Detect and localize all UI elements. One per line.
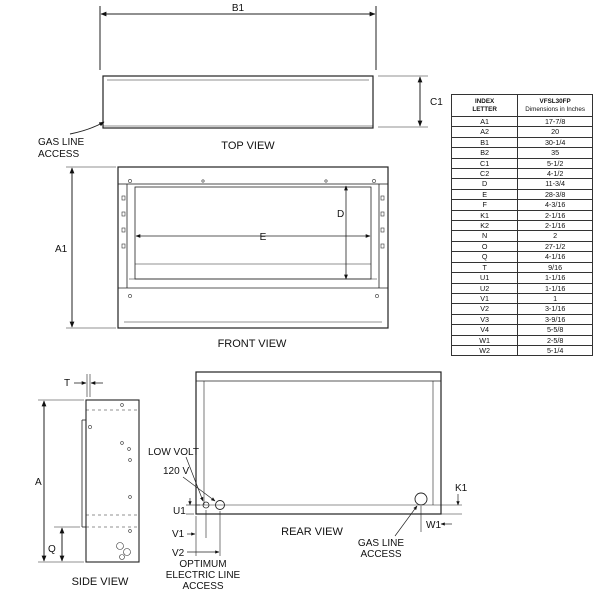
dimension-value-cell: 27-1/2	[518, 241, 593, 251]
table-row	[452, 293, 593, 303]
top-view-outline	[103, 76, 373, 128]
header-index-text: INDEX	[475, 97, 495, 105]
gas-line-leader-top	[70, 122, 104, 134]
dimension-value-cell: 4-1/16	[518, 252, 593, 262]
index-letter-cell: K1	[452, 210, 518, 220]
d-label: D	[337, 209, 345, 220]
table-row	[452, 137, 593, 147]
dimension-value-cell: 28-3/8	[518, 189, 593, 199]
index-letter-cell: U1	[452, 273, 518, 283]
table-row	[452, 345, 593, 355]
gas-line-access-rear-line1: GAS LINE	[357, 538, 405, 549]
a-label: A	[35, 477, 42, 488]
dimension-table-body	[452, 117, 593, 356]
top-view-caption: TOP VIEW	[221, 140, 275, 152]
u1-label: U1	[173, 506, 186, 517]
dimension-value-cell: 5-1/4	[518, 345, 593, 355]
table-row	[452, 262, 593, 272]
dimension-table	[451, 94, 593, 356]
index-letter-cell: C1	[452, 158, 518, 168]
table-row	[452, 241, 593, 251]
table-row	[452, 169, 593, 179]
table-row	[452, 335, 593, 345]
front-view	[66, 167, 388, 328]
table-row	[452, 158, 593, 168]
index-letter-cell: W2	[452, 345, 518, 355]
table-row	[452, 189, 593, 199]
table-row	[452, 325, 593, 335]
w1-label: W1	[426, 520, 441, 531]
q-label: Q	[48, 544, 56, 555]
table-row	[452, 179, 593, 189]
header-units-text: Dimensions in Inches	[525, 105, 586, 113]
index-letter-cell: K2	[452, 221, 518, 231]
side-view-caption: SIDE VIEW	[71, 576, 129, 588]
low-volt-label: LOW VOLT	[148, 447, 199, 458]
index-letter-cell: U2	[452, 283, 518, 293]
table-row	[452, 117, 593, 127]
v120-label: 120 V	[163, 466, 190, 477]
index-letter-cell: V4	[452, 325, 518, 335]
top-view	[70, 6, 428, 134]
index-letter-header	[452, 95, 518, 117]
index-letter-cell: B1	[452, 137, 518, 147]
dimension-value-cell: 5-5/8	[518, 325, 593, 335]
dimension-value-cell: 35	[518, 148, 593, 158]
optimum-label-line3: ACCESS	[182, 581, 224, 592]
table-row	[452, 148, 593, 158]
side-view	[38, 374, 139, 562]
dimension-value-cell: 17-7/8	[518, 117, 593, 127]
index-letter-cell: C2	[452, 169, 518, 179]
v2-label: V2	[172, 548, 185, 559]
dimension-value-cell: 1-1/16	[518, 273, 593, 283]
front-view-outline	[118, 167, 388, 328]
gas-line-access-top-line1: GAS LINE	[38, 137, 85, 148]
dimension-value-cell: 4-1/2	[518, 169, 593, 179]
e-label: E	[259, 232, 267, 243]
optimum-label-line2: ELECTRIC LINE	[165, 570, 241, 581]
index-letter-cell: W1	[452, 335, 518, 345]
dimension-value-cell: 2-5/8	[518, 335, 593, 345]
t-label: T	[64, 378, 71, 389]
dimension-value-cell: 2-1/16	[518, 221, 593, 231]
table-row	[452, 283, 593, 293]
dimension-value-cell: 4-3/16	[518, 200, 593, 210]
a1-label: A1	[55, 244, 68, 255]
dimension-value-cell: 3-9/16	[518, 314, 593, 324]
table-row	[452, 304, 593, 314]
table-row	[452, 231, 593, 241]
header-letter-text: LETTER	[472, 105, 497, 113]
table-row	[452, 200, 593, 210]
k1-label: K1	[455, 483, 468, 494]
dimension-value-cell: 20	[518, 127, 593, 137]
b1-label: B1	[231, 3, 245, 14]
index-letter-cell: D	[452, 179, 518, 189]
header-model-text: VFSL30FP	[539, 97, 571, 105]
dimension-value-cell: 2-1/16	[518, 210, 593, 220]
index-letter-cell: A1	[452, 117, 518, 127]
index-letter-cell: T	[452, 262, 518, 272]
c1-label: C1	[430, 97, 443, 108]
index-letter-cell: V2	[452, 304, 518, 314]
table-row	[452, 127, 593, 137]
index-letter-cell: F	[452, 200, 518, 210]
dimension-value-cell: 1	[518, 293, 593, 303]
model-header	[518, 95, 593, 117]
index-letter-cell: V1	[452, 293, 518, 303]
table-row	[452, 252, 593, 262]
index-letter-cell: A2	[452, 127, 518, 137]
gas-line-access-rear-line2: ACCESS	[360, 549, 402, 560]
table-row	[452, 210, 593, 220]
index-letter-cell: B2	[452, 148, 518, 158]
dimension-value-cell: 1-1/16	[518, 283, 593, 293]
rear-view-caption: REAR VIEW	[281, 526, 343, 538]
side-view-body	[86, 400, 139, 562]
optimum-label-line1: OPTIMUM	[179, 559, 227, 570]
index-letter-cell: E	[452, 189, 518, 199]
index-letter-cell: N	[452, 231, 518, 241]
front-view-caption: FRONT VIEW	[217, 338, 287, 350]
index-letter-cell: O	[452, 241, 518, 251]
index-letter-cell: Q	[452, 252, 518, 262]
dimension-value-cell: 30-1/4	[518, 137, 593, 147]
v1-label: V1	[172, 529, 185, 540]
dimension-value-cell: 2	[518, 231, 593, 241]
rear-view-outline	[196, 372, 441, 514]
table-row	[452, 314, 593, 324]
table-row	[452, 221, 593, 231]
dimension-table-header	[452, 95, 593, 117]
dimension-value-cell: 5-1/2	[518, 158, 593, 168]
table-row	[452, 273, 593, 283]
index-letter-cell: V3	[452, 314, 518, 324]
gas-line-access-top-line2: ACCESS	[38, 149, 80, 160]
dimension-value-cell: 11-3/4	[518, 179, 593, 189]
dimension-value-cell: 9/16	[518, 262, 593, 272]
dimension-value-cell: 3-1/16	[518, 304, 593, 314]
